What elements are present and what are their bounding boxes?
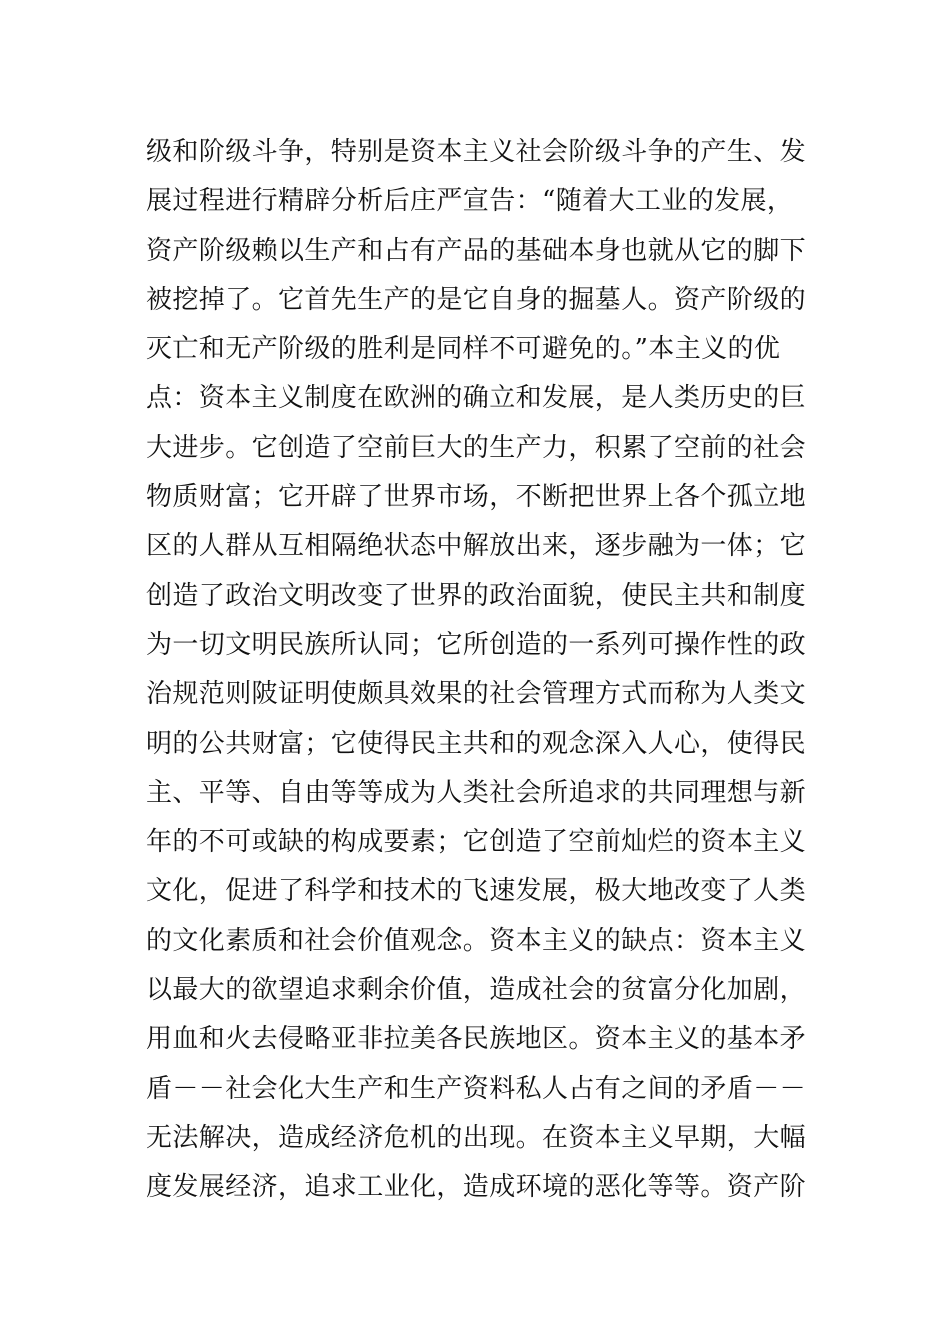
text-line-5: 灭亡和无产阶级的胜利是同样不可避免的。”本主义的优: [146, 334, 781, 365]
text-line-1: 级和阶级斗争，特别是资本主义社会阶级斗争的产生、发: [146, 137, 807, 167]
text-line-2: 展过程进行精辟分析后庄严宣告：“随着大工业的发展，: [146, 186, 794, 217]
text-line-8: 物质财富；它开辟了世界市场，不断把世界上各个孤立地: [146, 482, 807, 513]
text-line-18: 以最大的欲望追求剩余价值，造成社会的贫富分化加剧，: [146, 975, 807, 1006]
text-line-15: 年的不可或缺的构成要素；它创造了空前灿烂的资本主义: [146, 827, 807, 858]
text-line-20: 盾－－社会化大生产和生产资料私人占有之间的矛盾－－: [146, 1073, 807, 1104]
text-line-11: 为一切文明民族所认同；它所创造的一系列可操作性的政: [146, 629, 807, 660]
text-line-19: 用血和火去侵略亚非拉美各民族地区。资本主义的基本矛: [146, 1024, 807, 1055]
text-line-21: 无法解决，造成经济危机的出现。在资本主义早期，大幅: [146, 1122, 807, 1153]
text-line-22: 度发展经济，追求工业化，造成环境的恶化等等。资产阶: [146, 1172, 807, 1203]
text-line-7: 大进步。它创造了空前巨大的生产力，积累了空前的社会: [146, 432, 807, 463]
text-line-6: 点：资本主义制度在欧洲的确立和发展，是人类历史的巨: [146, 383, 807, 414]
text-line-16: 文化，促进了科学和技术的飞速发展，极大地改变了人类: [146, 876, 807, 907]
text-line-12: 治规范则陂证明使颇具效果的社会管理方式而称为人类文: [146, 679, 807, 710]
text-line-13: 明的公共财富；它使得民主共和的观念深入人心，使得民: [146, 728, 807, 759]
text-line-9: 区的人群从互相隔绝状态中解放出来，逐步融为一体；它: [146, 531, 807, 562]
text-line-14: 主、平等、自由等等成为人类社会所追求的共同理想与新: [146, 777, 807, 808]
text-line-10: 创造了政治文明改变了世界的政治面貌，使民主共和制度: [146, 580, 807, 611]
text-line-3: 资产阶级赖以生产和占有产品的基础本身也就从它的脚下: [146, 235, 807, 266]
body-text: [146, 128, 807, 1213]
text-line-4: 被挖掉了。它首先生产的是它自身的掘墓人。资产阶级的: [146, 284, 807, 315]
text-line-17: 的文化素质和社会价值观念。资本主义的缺点：资本主义: [146, 925, 807, 956]
